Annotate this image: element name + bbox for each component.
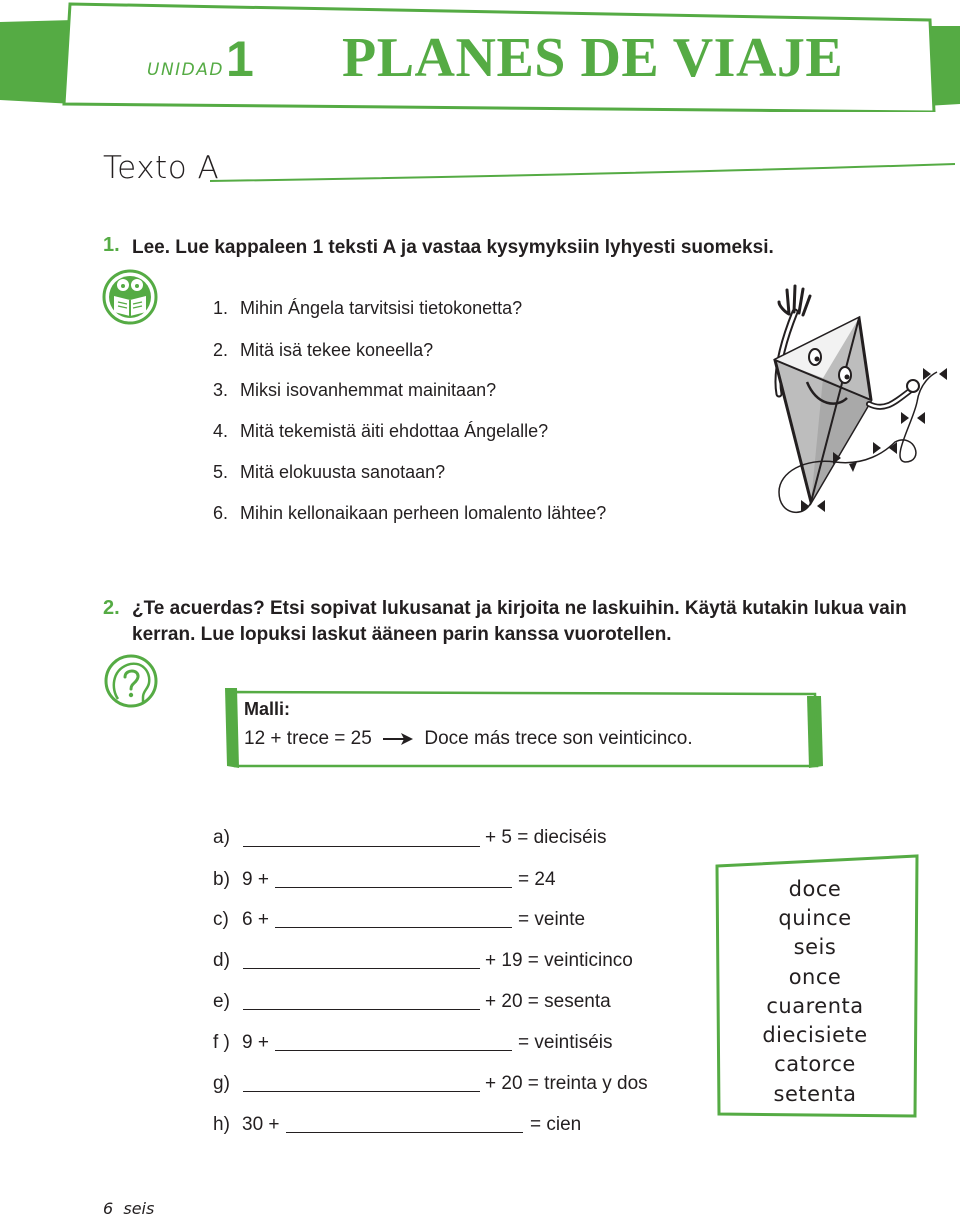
word-bank-item: doce [788,877,842,901]
answer-blank[interactable] [243,968,480,969]
word-bank-item: cuarenta [766,994,864,1018]
row-equation-end: + 5 = dieciséis [485,827,607,848]
row-label: g) [213,1073,230,1094]
row-equation-start: 9 + [242,1032,269,1053]
row-label: c) [213,909,229,930]
kite-character-illustration [765,282,955,527]
answer-blank[interactable] [243,1009,480,1010]
exercise-1-number: 1. [103,234,120,256]
row-equation-start: 30 + [242,1114,280,1135]
section-title-rule [210,158,960,188]
question-item: 1. Mihin Ángela tarvitsisi tietokonetta? [213,298,523,318]
reading-book-icon [101,268,159,326]
word-bank-item: once [788,965,842,989]
answer-blank[interactable] [243,1091,480,1092]
model-example [244,728,693,750]
row-equation-end: + 19 = veinticinco [485,950,633,971]
row-equation-start: 6 + [242,909,269,930]
row-equation-end: = cien [530,1114,582,1135]
question-item: 3. Miksi isovanhemmat mainitaan? [213,380,497,400]
section-title: Texto A [103,150,220,186]
answer-blank[interactable] [275,887,512,888]
model-label: Malli: [244,699,291,719]
unit-number: 1 [226,31,254,87]
row-equation-end: + 20 = treinta y dos [485,1073,648,1094]
answer-blank[interactable] [275,927,512,928]
exercise-2-number: 2. [103,597,120,619]
question-item: 4. Mitä tekemistä äiti ehdottaa Ángelalle? [213,421,549,441]
row-label: e) [213,991,230,1012]
page-number-word: seis [123,1199,155,1218]
model-answer: Doce más trece son veinticinco. [424,728,693,749]
question-item: 6. Mihin kellonaikaan perheen lomalento lähtee? [213,503,607,523]
answer-blank[interactable] [286,1132,523,1133]
question-head-icon [103,653,159,709]
page-number-digit: 6 [103,1199,114,1218]
row-equation-start: 9 + [242,869,269,890]
row-equation-end: = veinte [518,909,586,930]
unit-title: PLANES DE VIAJE [342,27,844,89]
arrow-right-icon [381,732,415,746]
row-label: b) [213,869,230,890]
row-equation-end: = 24 [518,869,556,890]
exercise-2-instruction-line-2: kerran. Lue lopuksi laskut ääneen parin kanssa vuorotellen. [132,624,672,645]
answer-blank[interactable] [243,846,480,847]
word-bank-item: quince [778,906,852,930]
page-number [103,1199,154,1218]
row-label: h) [213,1114,230,1135]
answer-blank[interactable] [275,1050,512,1051]
exercise-1-instruction: Lee. Lue kappaleen 1 teksti A ja vastaa kysymyksiin lyhyesti suomeksi. [132,237,774,258]
row-equation-end: = veintiséis [518,1032,613,1053]
word-bank-item: seis [793,935,837,959]
row-label: a) [213,827,230,848]
model-equation: 12 + trece = 25 [244,728,372,749]
question-item: 2. Mitä isä tekee koneella? [213,340,434,360]
word-bank-item: catorce [774,1052,856,1076]
row-label: f ) [213,1032,230,1053]
row-label: d) [213,950,230,971]
unit-label: UNIDAD [147,60,224,80]
exercise-2-instruction-line-1: ¿Te acuerdas? Etsi sopivat lukusanat ja kirjoita ne laskuihin. Käytä kutakin lukua vain [132,598,907,619]
question-item: 5. Mitä elokuusta sanotaan? [213,462,446,482]
word-bank-item: setenta [773,1082,857,1106]
row-equation-end: + 20 = sesenta [485,991,611,1012]
word-bank-item: diecisiete [762,1023,868,1047]
